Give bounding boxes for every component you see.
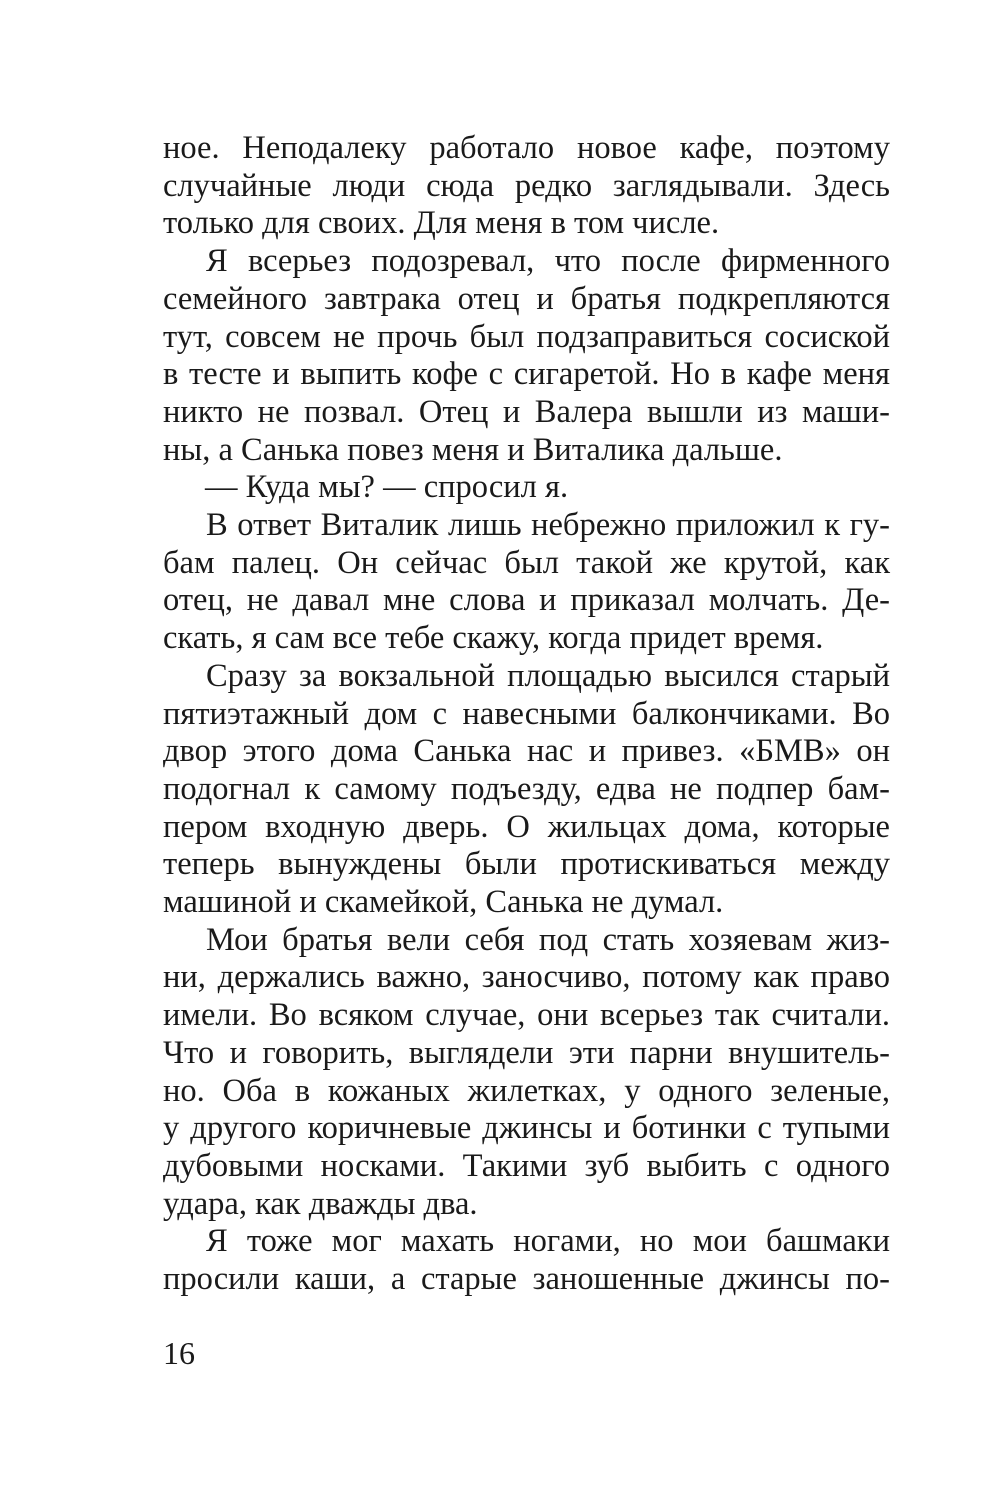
body-text (163, 130, 890, 1299)
text-line: дубовыми носками. Такими зуб выбить с одного (163, 1147, 890, 1184)
text-line: теперь вынуждены были протискиваться между (163, 846, 890, 883)
text-line: случайные люди сюда редко заглядывали. Здесь (163, 167, 890, 204)
text-line: но. Оба в кожаных жилетках, у одного зеленые, (163, 1072, 890, 1109)
text-line: подогнал к самому подъезду, едва не подпер бам- (163, 770, 890, 807)
text-line: только для своих. Для меня в том числе. (163, 205, 720, 242)
text-line: в тесте и выпить кофе с сигаретой. Но в кафе меня (163, 356, 890, 393)
text-line: Я всерьез подозревал, что после фирменного (206, 243, 890, 280)
dialogue-paragraph (163, 469, 890, 507)
text-line: пятиэтажный дом с навесными балкончиками. Во (163, 695, 890, 732)
text-line: двор этого дома Санька нас и привез. «БМВ» он (163, 733, 890, 770)
text-line: бам палец. Он сейчас был такой же крутой, как (163, 544, 890, 581)
text-line: просили каши, а старые заношенные джинсы по- (163, 1261, 890, 1298)
paragraph (163, 922, 890, 1224)
text-line: Мои братья вели себя под стать хозяевам жиз- (206, 921, 890, 958)
paragraph (163, 243, 890, 469)
text-line: никто не позвал. Отец и Валера вышли из маши- (163, 393, 890, 430)
text-line: В ответ Виталик лишь небрежно приложил к гу- (206, 507, 890, 544)
text-line: у другого коричневые джинсы и ботинки с тупыми (163, 1110, 890, 1147)
text-line: ное. Неподалеку работало новое кафе, поэтому (163, 130, 890, 166)
text-line: отец, не давал мне слова и приказал молчать. Де- (163, 582, 890, 619)
text-line: имели. Во всяком случае, они всерьез так считали. (163, 997, 890, 1034)
text-line: Сразу за вокзальной площадью высился старый (206, 657, 890, 694)
text-line: удара, как дважды два. (163, 1185, 478, 1222)
page-number: 16 (163, 1335, 195, 1371)
text-line: тут, совсем не прочь был подзаправиться сосиской (163, 318, 890, 355)
text-line: пером входную дверь. О жильцах дома, которые (163, 808, 890, 845)
text-line: семейного завтрака отец и братья подкрепляются (163, 280, 890, 317)
text-line: Что и говорить, выглядели эти парни внушитель- (163, 1034, 890, 1071)
text-line: — Куда мы? — спросил я. (205, 469, 569, 506)
text-line: ны, а Санька повез меня и Виталика дальше. (163, 431, 783, 468)
paragraph (163, 130, 890, 243)
paragraph (163, 507, 890, 658)
text-line: ни, держались важно, заносчиво, потому как право (163, 959, 890, 996)
text-line: скать, я сам все тебе скажу, когда придет время. (163, 620, 824, 657)
paragraph (163, 658, 890, 922)
text-line: машиной и скамейкой, Санька не думал. (163, 884, 724, 921)
text-line: Я тоже мог махать ногами, но мои башмаки (206, 1223, 890, 1260)
paragraph (163, 1223, 890, 1298)
